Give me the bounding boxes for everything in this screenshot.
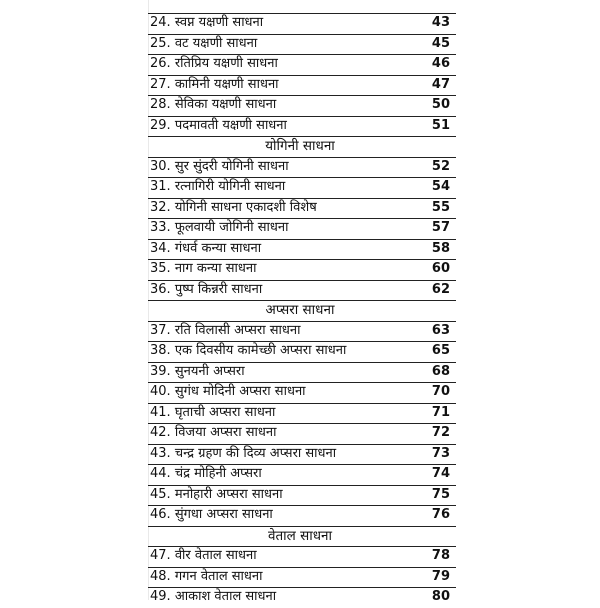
toc-entry-title: सेविका यक्षणी साधना [174, 97, 277, 112]
section-heading-title: योगिनी साधना [265, 138, 335, 154]
toc-entry-title: आकाश वेताल साधना [174, 589, 277, 604]
section-heading-title: अप्सरा साधना [265, 302, 335, 318]
toc-entry-number: 40. [150, 384, 171, 399]
toc-entry-label [150, 323, 300, 339]
toc-entry [0, 218, 600, 239]
toc-entry-page-number: 62 [431, 281, 450, 297]
toc-entry-label [150, 282, 262, 298]
row-divider [148, 321, 456, 322]
toc-entry-title: सुगंध मोदिनी अप्सरा साधना [174, 384, 306, 399]
row-divider [148, 567, 456, 568]
toc-entry-page-number: 70 [431, 384, 450, 399]
row-divider [148, 75, 456, 76]
toc-entry-label [150, 446, 336, 462]
row-divider [148, 157, 456, 158]
toc-entry [0, 505, 600, 526]
table-of-contents [0, 13, 600, 608]
toc-entry-number: 41. [150, 404, 171, 420]
section-heading-title: वेताल साधना [267, 527, 333, 544]
toc-entry-number: 48. [150, 568, 171, 584]
toc-entry-page-number: 54 [431, 179, 450, 194]
toc-entry [0, 546, 600, 567]
toc-entry-number: 25. [150, 35, 171, 51]
row-divider [148, 423, 456, 424]
toc-entry-label [150, 241, 261, 257]
toc-entry-page-number: 51 [431, 117, 450, 133]
toc-entry-title: फूलवायी जोगिनी साधना [174, 220, 289, 235]
toc-entry-number: 49. [150, 589, 171, 604]
toc-entry-label [150, 364, 245, 380]
toc-entry [0, 198, 600, 219]
toc-entry-label [150, 405, 275, 421]
toc-entry-page-number: 58 [431, 240, 450, 256]
toc-entry-number: 39. [150, 363, 171, 379]
toc-entry-page-number: 60 [431, 261, 450, 276]
row-divider [148, 505, 456, 506]
toc-entry-title: योगिनी साधना एकादशी विशेष [174, 199, 317, 215]
toc-entry-label [150, 179, 285, 195]
toc-entry-title: सुर सुंदरी योगिनी साधना [174, 158, 289, 174]
toc-entry-page-number: 52 [431, 158, 450, 174]
toc-entry-page-number: 76 [431, 507, 450, 522]
toc-entry [0, 34, 600, 55]
row-divider [148, 95, 456, 96]
toc-entry [0, 177, 600, 198]
toc-entry-page-number: 46 [431, 56, 450, 71]
row-divider [148, 341, 456, 342]
section-heading [0, 136, 600, 157]
toc-entry-page-number: 74 [431, 466, 450, 481]
toc-entry-label [150, 56, 278, 72]
toc-entry-title: वट यक्षणी साधना [174, 35, 258, 51]
toc-entry-page-number: 63 [431, 322, 450, 338]
row-divider [148, 587, 456, 588]
toc-entry-label [150, 118, 287, 134]
toc-entry-title: पुष्प किन्नरी साधना [174, 281, 263, 297]
toc-entry [0, 95, 600, 116]
row-divider [148, 13, 456, 14]
toc-entry [0, 157, 600, 178]
row-divider [148, 136, 456, 137]
toc-entry-number: 46. [150, 507, 171, 522]
toc-entry-title: स्वप्न यक्षणी साधना [174, 15, 264, 30]
toc-entry-page-number: 71 [431, 404, 450, 420]
toc-entry-page-number: 75 [431, 486, 450, 502]
toc-entry [0, 567, 600, 588]
row-divider [148, 177, 456, 178]
toc-entry-number: 42. [150, 425, 171, 440]
toc-entry-number: 24. [150, 15, 171, 30]
row-divider [148, 526, 456, 527]
toc-entry-number: 35. [150, 261, 171, 276]
toc-entry-page-number: 72 [431, 425, 450, 440]
toc-entry [0, 485, 600, 506]
toc-entry-number: 30. [150, 158, 171, 174]
toc-entry [0, 239, 600, 260]
toc-entry-page-number: 65 [431, 343, 450, 358]
toc-entry-title: विजया अप्सरा साधना [174, 425, 277, 440]
toc-entry-page-number: 55 [431, 199, 450, 215]
row-divider [148, 218, 456, 219]
row-divider [148, 259, 456, 260]
toc-entry [0, 13, 600, 34]
toc-entry-number: 36. [150, 281, 171, 297]
toc-entry-title: एक दिवसीय कामेच्छी अप्सरा साधना [174, 343, 347, 358]
toc-entry-title: रति विलासी अप्सरा साधना [174, 322, 301, 338]
toc-entry-label [150, 97, 276, 113]
toc-entry-title: घृताची अप्सरा साधना [174, 404, 276, 420]
toc-entry-label [150, 548, 257, 564]
toc-entry-label [150, 343, 346, 359]
toc-entry-page-number: 45 [431, 35, 450, 51]
toc-entry-title: वीर वेताल साधना [174, 548, 257, 563]
toc-entry-label [150, 425, 276, 441]
toc-entry-label [150, 220, 288, 236]
section-heading [0, 300, 600, 321]
row-divider [148, 54, 456, 55]
toc-entry-number: 38. [150, 343, 171, 358]
toc-entry-number: 27. [150, 76, 171, 92]
toc-entry [0, 341, 600, 362]
toc-entry [0, 382, 600, 403]
toc-entry [0, 464, 600, 485]
row-divider [148, 300, 456, 301]
toc-entry-number: 34. [150, 240, 171, 256]
toc-entry-number: 44. [150, 466, 171, 481]
toc-entry-label [150, 159, 289, 175]
toc-entry-page-number: 50 [431, 97, 450, 112]
toc-entry-title: चंद्र मोहिनी अप्सरा [174, 466, 262, 481]
toc-entry-label [150, 466, 262, 482]
toc-entry-page-number: 47 [431, 76, 450, 92]
row-divider [148, 362, 456, 363]
toc-entry-title: गगन वेताल साधना [174, 568, 263, 584]
toc-entry-label [150, 77, 279, 93]
toc-entry-title: रतिप्रिय यक्षणी साधना [174, 56, 278, 71]
toc-entry-label [150, 261, 256, 277]
toc-entry-number: 26. [150, 56, 171, 71]
toc-entry-title: रत्नागिरी योगिनी साधना [174, 179, 286, 194]
row-divider [148, 464, 456, 465]
toc-entry-number: 43. [150, 445, 171, 461]
toc-entry-label [150, 200, 317, 216]
row-divider [148, 485, 456, 486]
toc-entry [0, 362, 600, 383]
toc-entry-number: 47. [150, 548, 171, 563]
toc-entry [0, 403, 600, 424]
row-divider [148, 546, 456, 547]
toc-entry-number: 45. [150, 486, 171, 502]
toc-entry-label [150, 569, 263, 585]
toc-entry-label [150, 487, 283, 503]
toc-entry [0, 75, 600, 96]
row-divider [148, 198, 456, 199]
row-divider [148, 34, 456, 35]
toc-entry-number: 37. [150, 322, 171, 338]
toc-entry [0, 54, 600, 75]
row-divider [148, 239, 456, 240]
row-divider [148, 403, 456, 404]
toc-entry-label [150, 36, 257, 52]
row-divider [148, 280, 456, 281]
toc-entry [0, 259, 600, 280]
toc-entry-number: 32. [150, 199, 171, 215]
toc-entry [0, 423, 600, 444]
toc-entry-page-number: 57 [431, 220, 450, 235]
toc-entry-label [150, 589, 276, 605]
toc-entry-label [150, 15, 263, 31]
toc-entry-page-number: 80 [431, 589, 450, 604]
toc-entry-page-number: 68 [431, 363, 450, 379]
section-heading [0, 526, 600, 547]
toc-entry-number: 31. [150, 179, 171, 194]
toc-entry [0, 280, 600, 301]
toc-entry-title: सुनयनी अप्सरा [174, 363, 245, 379]
toc-entry-title: गंधर्व कन्या साधना [174, 240, 262, 256]
toc-entry [0, 321, 600, 342]
toc-entry [0, 116, 600, 137]
toc-entry-page-number: 43 [431, 15, 450, 30]
toc-entry [0, 587, 600, 608]
toc-entry-title: नाग कन्या साधना [174, 261, 257, 276]
toc-entry-number: 29. [150, 117, 171, 133]
row-divider [148, 116, 456, 117]
toc-entry-label [150, 384, 306, 400]
toc-entry-page-number: 78 [431, 548, 450, 563]
toc-entry-title: पदमावती यक्षणी साधना [174, 117, 287, 133]
toc-entry-title: कामिनी यक्षणी साधना [174, 76, 279, 92]
toc-entry-title: मनोहारी अप्सरा साधना [174, 486, 283, 502]
toc-entry-label [150, 507, 273, 523]
toc-entry-number: 33. [150, 220, 171, 235]
row-divider [148, 382, 456, 383]
toc-entry [0, 444, 600, 465]
toc-entry-page-number: 73 [431, 445, 450, 461]
toc-entry-page-number: 79 [431, 568, 450, 584]
row-divider [148, 444, 456, 445]
toc-entry-number: 28. [150, 97, 171, 112]
toc-entry-title: सुंगधा अप्सरा साधना [174, 507, 273, 522]
toc-entry-title: चन्द्र ग्रहण की दिव्य अप्सरा साधना [174, 445, 337, 461]
